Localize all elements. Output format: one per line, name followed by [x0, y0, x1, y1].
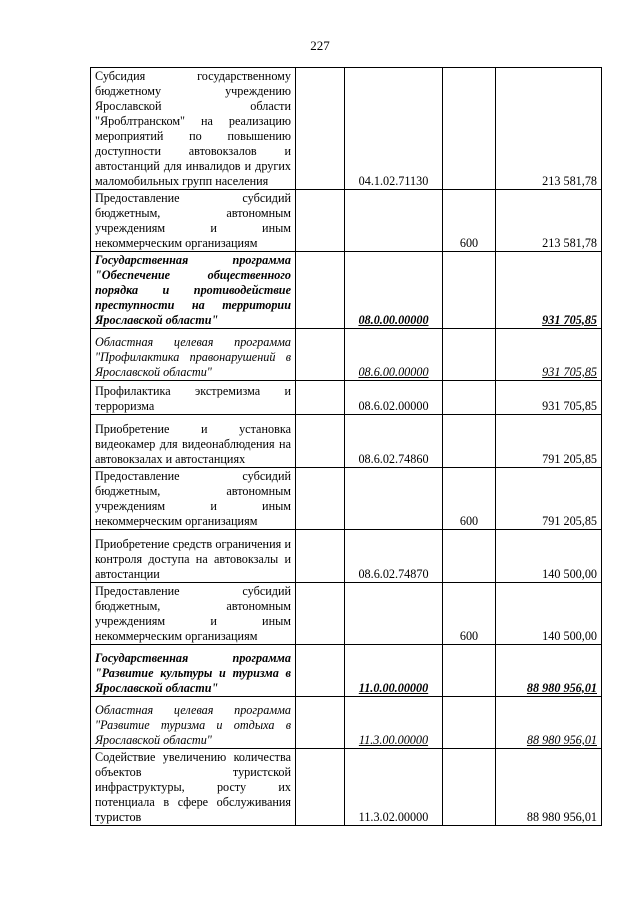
- row-name: Содействие увеличению количества объектов туристской инфраструктуры, росту их потенциала в сфере обслуживания туристов: [91, 749, 296, 826]
- row-type: [443, 68, 496, 190]
- row-amount: 88 980 956,01: [496, 749, 602, 826]
- row-type: [443, 329, 496, 381]
- row-amount: 791 205,85: [496, 415, 602, 468]
- table-row: [91, 697, 602, 749]
- row-blank-cell: [296, 749, 345, 826]
- row-amount: 931 705,85: [496, 329, 602, 381]
- row-code: [345, 190, 443, 252]
- row-type: [443, 697, 496, 749]
- row-code: [345, 468, 443, 530]
- row-code: 08.6.02.74860: [345, 415, 443, 468]
- row-code: 11.3.02.00000: [345, 749, 443, 826]
- row-name: Областная целевая программа "Профилактика правонарушений в Ярославской области": [91, 329, 296, 381]
- row-blank-cell: [296, 697, 345, 749]
- row-code: 08.0.00.00000: [345, 252, 443, 329]
- table-row: [91, 190, 602, 252]
- row-name: Профилактика экстремизма и терроризма: [91, 381, 296, 415]
- table-row: [91, 749, 602, 826]
- row-amount: 931 705,85: [496, 381, 602, 415]
- row-blank-cell: [296, 68, 345, 190]
- row-amount: 140 500,00: [496, 530, 602, 583]
- table-row: [91, 415, 602, 468]
- row-amount: 213 581,78: [496, 190, 602, 252]
- row-amount: 213 581,78: [496, 68, 602, 190]
- row-name: Предоставление субсидий бюджетным, автономным учреждениям и иным некоммерческим организациям: [91, 468, 296, 530]
- row-type: [443, 645, 496, 697]
- row-type: [443, 252, 496, 329]
- row-blank-cell: [296, 190, 345, 252]
- table-row: [91, 329, 602, 381]
- row-type: [443, 415, 496, 468]
- row-blank-cell: [296, 381, 345, 415]
- table-row: [91, 468, 602, 530]
- row-name: Приобретение средств ограничения и контроля доступа на автовокзалы и автостанции: [91, 530, 296, 583]
- row-type: 600: [443, 468, 496, 530]
- row-type: [443, 749, 496, 826]
- row-type: 600: [443, 190, 496, 252]
- row-name: Предоставление субсидий бюджетным, автономным учреждениям и иным некоммерческим организациям: [91, 583, 296, 645]
- row-blank-cell: [296, 252, 345, 329]
- row-code: 11.0.00.00000: [345, 645, 443, 697]
- table-row: [91, 381, 602, 415]
- row-blank-cell: [296, 583, 345, 645]
- table-row: [91, 530, 602, 583]
- table-row: [91, 68, 602, 190]
- table-row: [91, 252, 602, 329]
- table-row: [91, 645, 602, 697]
- row-blank-cell: [296, 329, 345, 381]
- row-code: [345, 583, 443, 645]
- row-blank-cell: [296, 415, 345, 468]
- row-blank-cell: [296, 468, 345, 530]
- row-type: 600: [443, 583, 496, 645]
- row-type: [443, 530, 496, 583]
- row-amount: 88 980 956,01: [496, 697, 602, 749]
- row-blank-cell: [296, 645, 345, 697]
- row-type: [443, 381, 496, 415]
- row-name: Государственная программа "Развитие культуры и туризма в Ярославской области": [91, 645, 296, 697]
- row-name: Приобретение и установка видеокамер для видеонаблюдения на автовокзалах и автостанциях: [91, 415, 296, 468]
- row-code: 08.6.02.74870: [345, 530, 443, 583]
- row-name: Областная целевая программа "Развитие туризма и отдыха в Ярославской области": [91, 697, 296, 749]
- row-code: 04.1.02.71130: [345, 68, 443, 190]
- row-amount: 931 705,85: [496, 252, 602, 329]
- row-code: 11.3.00.00000: [345, 697, 443, 749]
- table-row: [91, 583, 602, 645]
- row-amount: 791 205,85: [496, 468, 602, 530]
- row-code: 08.6.00.00000: [345, 329, 443, 381]
- row-amount: 140 500,00: [496, 583, 602, 645]
- row-blank-cell: [296, 530, 345, 583]
- row-name: Предоставление субсидий бюджетным, автономным учреждениям и иным некоммерческим организациям: [91, 190, 296, 252]
- row-name: Государственная программа "Обеспечение общественного порядка и противодействие преступности на территории Ярославской области": [91, 252, 296, 329]
- row-amount: 88 980 956,01: [496, 645, 602, 697]
- budget-table: [90, 67, 602, 826]
- row-name: Субсидия государственному бюджетному учреждению Ярославской области "Яроблтранском" на реализацию мероприятий по повышению доступности автовокзалов и автостанций для инвалидов и других маломобильных групп населения: [91, 68, 296, 190]
- page-number: 227: [310, 38, 330, 53]
- row-code: 08.6.02.00000: [345, 381, 443, 415]
